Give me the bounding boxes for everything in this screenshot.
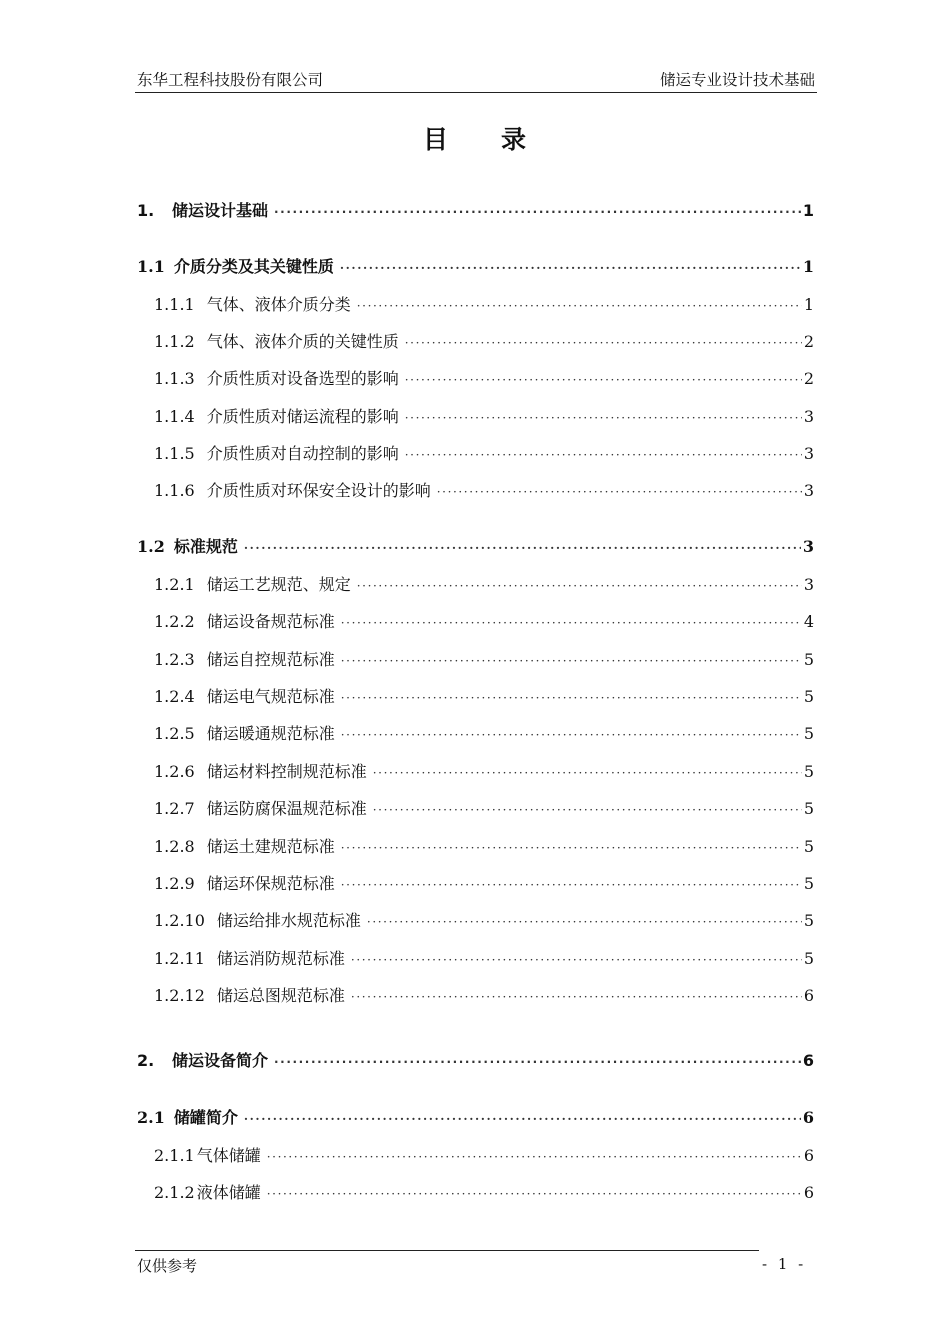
toc-entry-title: 储运给排水规范标准 [216,911,361,930]
toc-entry-number: 1.1.6 [154,481,195,500]
toc-entry-title: 储运设备简介 [172,1051,269,1070]
toc-entry-page: 6 [802,1108,814,1127]
toc-entry-page: 6 [803,1183,814,1202]
toc-entry-title: 储运总图规范标准 [216,986,345,1005]
toc-entry-page: 5 [803,650,814,669]
toc-leader-dots [341,873,802,897]
toc-entry-section[interactable] [137,255,814,280]
toc-entry-number: 2.1.1 [154,1146,195,1165]
toc-entry-page: 3 [803,575,814,594]
toc-entry-section[interactable] [137,535,814,560]
toc-entry-title: 储运防腐保温规范标准 [206,799,367,818]
toc-entry-number: 1.2.5 [154,724,195,743]
toc-entry-number: 1.2.8 [154,837,195,856]
toc-leader-dots [267,1145,802,1169]
toc-entry-title: 储运土建规范标准 [206,837,335,856]
toc-entry-subsection[interactable] [154,835,814,860]
toc-leader-dots [244,536,801,560]
toc-entry-subsection[interactable] [154,797,814,822]
toc-entry-subsection[interactable] [154,573,814,598]
toc-entry-subsection[interactable] [154,760,814,785]
toc-leader-dots [367,910,802,934]
toc-entry-number: 1.2.6 [154,762,195,781]
toc-entry-page: 5 [803,724,814,743]
toc-entry-title: 气体、液体介质分类 [206,295,351,314]
toc-leader-dots [341,686,802,710]
toc-leader-dots [351,948,802,972]
toc-entry-page: 3 [803,407,814,426]
toc-entry-number: 1.2 [137,537,165,556]
toc-entry-page: 5 [803,687,814,706]
toc-entry-title: 介质性质对储运流程的影响 [206,407,399,426]
toc-leader-dots [373,798,802,822]
toc-entry-chapter[interactable] [137,1049,814,1074]
toc-entry-title: 储运电气规范标准 [206,687,335,706]
toc-entry-number: 1.2.1 [154,575,195,594]
toc-entry-number: 2. [137,1051,155,1070]
toc-entry-title: 储运消防规范标准 [216,949,345,968]
toc-entry-subsection[interactable] [154,442,814,467]
toc-entry-subsection[interactable] [154,405,814,430]
toc-entry-page: 3 [802,537,814,556]
toc-leader-dots [405,368,802,392]
toc-entry-page: 2 [803,369,814,388]
page-number: - 1 - [762,1255,807,1273]
toc-entry-subsection[interactable] [154,947,814,972]
toc-entry-number: 1.1.5 [154,444,195,463]
toc-leader-dots [274,200,801,224]
footer-note: 仅供参考 [137,1257,198,1275]
toc-entry-number: 2.1.2 [154,1183,195,1202]
toc-leader-dots [437,480,802,504]
toc-entry-number: 1.1.1 [154,295,195,314]
header-doc-name: 储运专业设计技术基础 [659,71,815,89]
toc-entry-number: 1.2.7 [154,799,195,818]
toc-entry-title: 储罐简介 [173,1108,238,1127]
footer-rule [135,1250,759,1251]
toc-entry-subsection[interactable] [154,293,814,318]
toc-leader-dots [274,1050,801,1074]
toc-entry-subsection[interactable] [154,909,814,934]
toc-entry-page: 5 [803,837,814,856]
toc-entry-page: 5 [803,799,814,818]
toc-entry-number: 1.2.4 [154,687,195,706]
toc-leader-dots [340,256,801,280]
toc-leader-dots [267,1182,802,1206]
toc-entry-page: 6 [803,986,814,1005]
toc-entry-title: 介质性质对环保安全设计的影响 [206,481,431,500]
toc-entry-title: 储运工艺规范、规定 [206,575,351,594]
toc-entry-page: 2 [803,332,814,351]
toc-entry-page: 5 [803,762,814,781]
toc-entry-subsection[interactable] [154,722,814,747]
toc-leader-dots [341,611,802,635]
toc-leader-dots [357,294,802,318]
toc-entry-title: 储运材料控制规范标准 [206,762,367,781]
toc-entry-number: 1.2.12 [154,986,205,1005]
toc-entry-number: 1.2.11 [154,949,205,968]
toc-leader-dots [405,331,802,355]
toc-entry-page: 5 [803,949,814,968]
toc-entry-page: 1 [802,257,814,276]
toc-entry-title: 气体、液体介质的关键性质 [206,332,399,351]
toc-entry-subsection[interactable] [154,1144,814,1169]
toc-leader-dots [341,836,802,860]
toc-entry-number: 1.1.2 [154,332,195,351]
toc-entry-number: 1.2.2 [154,612,195,631]
toc-entry-title: 标准规范 [173,537,238,556]
toc-entry-subsection[interactable] [154,872,814,897]
toc-leader-dots [351,985,802,1009]
toc-entry-number: 1.1.3 [154,369,195,388]
toc-leader-dots [244,1107,801,1131]
toc-entry-page: 4 [803,612,814,631]
toc-leader-dots [373,761,802,785]
toc-entry-title: 储运设计基础 [172,201,269,220]
toc-entry-page: 3 [803,444,814,463]
toc-entry-page: 6 [802,1051,814,1070]
toc-entry-number: 1.1.4 [154,407,195,426]
toc-entry-page: 5 [803,874,814,893]
toc-entry-title: 气体储罐 [196,1146,261,1165]
toc-entry-title: 储运暖通规范标准 [206,724,335,743]
toc-title-char-1: 目 [422,125,449,154]
toc-leader-dots [341,723,802,747]
header-company: 东华工程科技股份有限公司 [137,71,324,89]
toc-leader-dots [341,649,802,673]
toc-entry-subsection[interactable] [154,685,814,710]
toc-entry-page: 5 [803,911,814,930]
toc-entry-subsection[interactable] [154,648,814,673]
toc-entry-page: 6 [803,1146,814,1165]
toc-entry-number: 1.1 [137,257,165,276]
toc-title-char-2: 录 [501,125,528,154]
toc-entry-title: 介质性质对设备选型的影响 [206,369,399,388]
toc-entry-title: 储运自控规范标准 [206,650,335,669]
toc-entry-title: 储运环保规范标准 [206,874,335,893]
toc-entry-subsection[interactable] [154,984,814,1009]
toc-entry-subsection[interactable] [154,479,814,504]
toc-entry-subsection[interactable] [154,1181,814,1206]
toc-entry-subsection[interactable] [154,610,814,635]
toc-entry-number: 1.2.3 [154,650,195,669]
toc-entry-title: 介质性质对自动控制的影响 [206,444,399,463]
toc-entry-page: 3 [803,481,814,500]
toc-entry-title: 液体储罐 [196,1183,261,1202]
toc-entry-title: 储运设备规范标准 [206,612,335,631]
toc-entry-section[interactable] [137,1106,814,1131]
toc-entry-title: 介质分类及其关键性质 [173,257,334,276]
toc-entry-page: 1 [803,295,814,314]
toc-entry-page: 1 [802,201,814,220]
toc-entry-subsection[interactable] [154,330,814,355]
toc-leader-dots [405,406,802,430]
toc-entry-subsection[interactable] [154,367,814,392]
toc-entry-number: 1. [137,201,155,220]
toc-entry-chapter[interactable] [137,199,814,224]
toc-entry-number: 1.2.9 [154,874,195,893]
toc-entry-number: 1.2.10 [154,911,205,930]
toc-entry-number: 2.1 [137,1108,165,1127]
toc-leader-dots [357,574,802,598]
toc-leader-dots [405,443,802,467]
